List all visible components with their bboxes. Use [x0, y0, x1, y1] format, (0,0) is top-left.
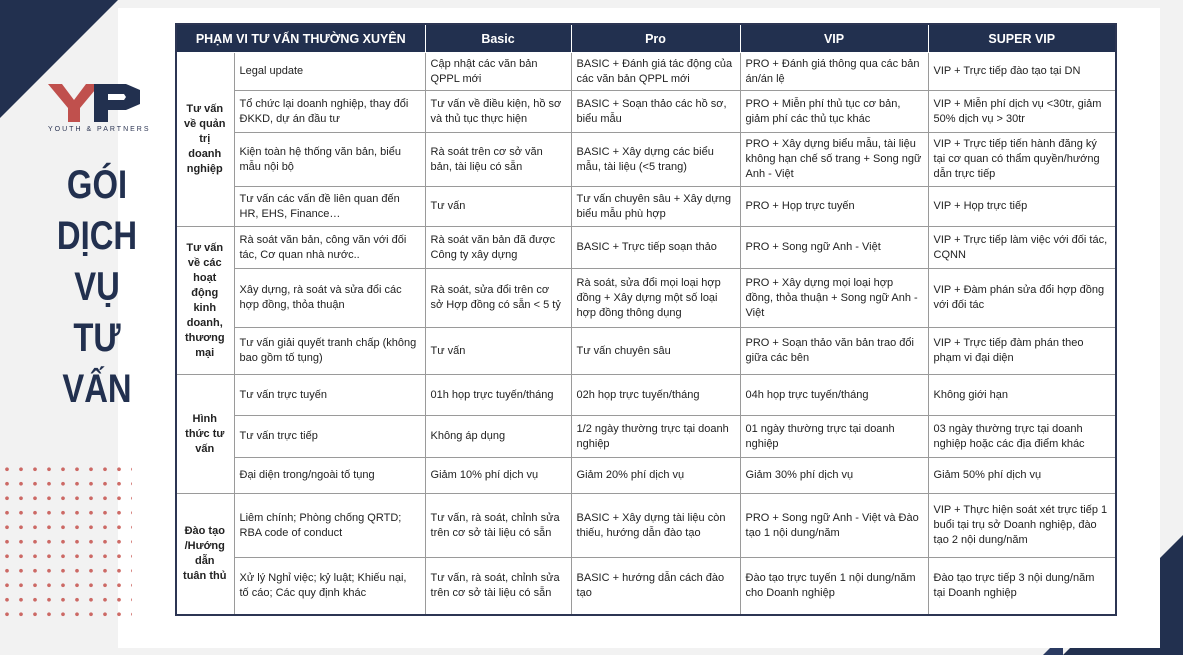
header-scope: PHẠM VI TƯ VẤN THƯỜNG XUYÊN: [176, 24, 425, 53]
vip-cell: Giảm 30% phí dịch vụ: [740, 458, 928, 494]
scope-cell: Tư vấn giải quyết tranh chấp (không bao gồm tố tụng): [234, 328, 425, 375]
basic-cell: Tư vấn: [425, 328, 571, 375]
pro-cell: BASIC + Xây dựng tài liệu còn thiếu, hướng dẫn đào tạo: [571, 494, 740, 558]
header-pro: Pro: [571, 24, 740, 53]
basic-cell: Tư vấn, rà soát, chỉnh sửa trên cơ sở tài liệu có sẵn: [425, 558, 571, 615]
scope-cell: Xây dựng, rà soát và sửa đổi các hợp đồng, thỏa thuận: [234, 269, 425, 328]
table-row: [176, 227, 1116, 269]
super-cell: VIP + Trực tiếp đào tạo tại DN: [928, 53, 1116, 91]
super-cell: Giảm 50% phí dịch vụ: [928, 458, 1116, 494]
table-row: [176, 458, 1116, 494]
basic-cell: Rà soát trên cơ sở văn bản, tài liệu có sẵn: [425, 133, 571, 187]
scope-cell: Tổ chức lại doanh nghiệp, thay đổi ĐKKD, dự án đầu tư: [234, 91, 425, 133]
table-row: [176, 494, 1116, 558]
category-cell: Đào tạo /Hướng dẫn tuân thủ: [176, 494, 234, 615]
basic-cell: Rà soát, sửa đổi trên cơ sở Hợp đồng có sẵn < 5 tỷ: [425, 269, 571, 328]
vip-cell: PRO + Họp trực tuyến: [740, 187, 928, 227]
vip-cell: PRO + Miễn phí thủ tục cơ bản, giảm phí các thủ tục khác: [740, 91, 928, 133]
header-basic: Basic: [425, 24, 571, 53]
table-row: [176, 91, 1116, 133]
super-cell: VIP + Miễn phí dịch vụ <30tr, giảm 50% dịch vụ > 30tr: [928, 91, 1116, 133]
table-header-row: [176, 24, 1116, 53]
scope-cell: Legal update: [234, 53, 425, 91]
super-cell: VIP + Thực hiện soát xét trực tiếp 1 buổi tại trụ sở Doanh nghiệp, đào tạo 2 nội dung/năm: [928, 494, 1116, 558]
vip-cell: PRO + Soạn thảo văn bản trao đổi giữa các bên: [740, 328, 928, 375]
basic-cell: Không áp dụng: [425, 416, 571, 458]
vip-cell: 01 ngày thường trực tại doanh nghiệp: [740, 416, 928, 458]
pro-cell: 02h họp trực tuyến/tháng: [571, 375, 740, 416]
dot-pattern-decoration: [0, 462, 132, 622]
scope-cell: Rà soát văn bản, công văn với đối tác, Cơ quan nhà nước..: [234, 227, 425, 269]
yp-logo-icon: [46, 82, 144, 124]
pro-cell: BASIC + Trực tiếp soạn thảo: [571, 227, 740, 269]
vip-cell: PRO + Song ngữ Anh - Việt: [740, 227, 928, 269]
pro-cell: BASIC + Đánh giá tác động của các văn bản QPPL mới: [571, 53, 740, 91]
pro-cell: Rà soát, sửa đổi mọi loại hợp đồng + Xây dựng một số loại hợp đồng thông dụng: [571, 269, 740, 328]
vip-cell: 04h họp trực tuyến/tháng: [740, 375, 928, 416]
scope-cell: Liêm chính; Phòng chống QRTD; RBA code of conduct: [234, 494, 425, 558]
scope-cell: Tư vấn trực tiếp: [234, 416, 425, 458]
table-row: [176, 375, 1116, 416]
table-row: [176, 328, 1116, 375]
title-line: GÓI: [66, 163, 128, 207]
pro-cell: Tư vấn chuyên sâu: [571, 328, 740, 375]
vip-cell: Đào tạo trực tuyến 1 nội dung/năm cho Doanh nghiệp: [740, 558, 928, 615]
vip-cell: PRO + Xây dựng biểu mẫu, tài liệu không hạn chế số trang + Song ngữ Anh - Việt: [740, 133, 928, 187]
pro-cell: 1/2 ngày thường trực tại doanh nghiệp: [571, 416, 740, 458]
pro-cell: Giảm 20% phí dịch vụ: [571, 458, 740, 494]
pro-cell: BASIC + hướng dẫn cách đào tạo: [571, 558, 740, 615]
category-cell: Tư vấn về quản trị doanh nghiệp: [176, 53, 234, 227]
header-vip: VIP: [740, 24, 928, 53]
basic-cell: Cập nhật các văn bản QPPL mới: [425, 53, 571, 91]
table-row: [176, 558, 1116, 615]
super-cell: VIP + Đàm phán sửa đổi hợp đồng với đối tác: [928, 269, 1116, 328]
basic-cell: Rà soát văn bản đã được Công ty xây dựng: [425, 227, 571, 269]
scope-cell: Đại diện trong/ngoài tố tụng: [234, 458, 425, 494]
title-line: TƯ: [73, 316, 121, 360]
category-cell: Hình thức tư vấn: [176, 375, 234, 494]
super-cell: VIP + Trực tiếp làm việc với đối tác, CQNN: [928, 227, 1116, 269]
table-row: [176, 416, 1116, 458]
basic-cell: Tư vấn về điều kiện, hồ sơ và thủ tục thực hiện: [425, 91, 571, 133]
vip-cell: PRO + Song ngữ Anh - Việt và Đào tạo 1 nội dung/năm: [740, 494, 928, 558]
vip-cell: PRO + Xây dựng mọi loại hợp đồng, thỏa thuận + Song ngữ Anh - Việt: [740, 269, 928, 328]
title-line: VỤ: [74, 265, 120, 309]
scope-cell: Tư vấn trực tuyến: [234, 375, 425, 416]
title-line: VẤN: [62, 367, 132, 411]
table-row: [176, 269, 1116, 328]
scope-cell: Tư vấn các vấn đề liên quan đến HR, EHS, Finance…: [234, 187, 425, 227]
basic-cell: 01h họp trực tuyến/tháng: [425, 375, 571, 416]
title-line: DỊCH: [56, 214, 138, 258]
pro-cell: BASIC + Soạn thảo các hồ sơ, biểu mẫu: [571, 91, 740, 133]
super-cell: Không giới hạn: [928, 375, 1116, 416]
brand-logo: [46, 82, 151, 133]
logo-subtitle: YOUTH & PARTNERS: [48, 126, 151, 133]
header-super-vip: SUPER VIP: [928, 24, 1116, 53]
basic-cell: Tư vấn: [425, 187, 571, 227]
vip-cell: PRO + Đánh giá thông qua các bản án/án lệ: [740, 53, 928, 91]
table-row: [176, 187, 1116, 227]
super-cell: VIP + Trực tiếp tiến hành đăng ký tại cơ quan có thẩm quyền/hướng dẫn trực tiếp: [928, 133, 1116, 187]
scope-cell: Kiện toàn hệ thống văn bản, biểu mẫu nội bộ: [234, 133, 425, 187]
scope-cell: Xử lý Nghỉ việc; kỷ luật; Khiếu nại, tố cáo; Các quy định khác: [234, 558, 425, 615]
table-row: [176, 133, 1116, 187]
super-cell: 03 ngày thường trực tại doanh nghiệp hoặc các địa điểm khác: [928, 416, 1116, 458]
pro-cell: BASIC + Xây dựng các biểu mẫu, tài liệu (<5 trang): [571, 133, 740, 187]
service-comparison-table: [175, 23, 1117, 616]
super-cell: VIP + Trực tiếp đàm phán theo phạm vi đại diện: [928, 328, 1116, 375]
table-row: [176, 53, 1116, 91]
page-title: [52, 160, 142, 415]
super-cell: Đào tạo trực tiếp 3 nội dung/năm tại Doanh nghiệp: [928, 558, 1116, 615]
pro-cell: Tư vấn chuyên sâu + Xây dựng biểu mẫu phù hợp: [571, 187, 740, 227]
basic-cell: Giảm 10% phí dịch vụ: [425, 458, 571, 494]
super-cell: VIP + Họp trực tiếp: [928, 187, 1116, 227]
category-cell: Tư vấn về các hoạt động kinh doanh, thương mại: [176, 227, 234, 375]
basic-cell: Tư vấn, rà soát, chỉnh sửa trên cơ sở tài liệu có sẵn: [425, 494, 571, 558]
